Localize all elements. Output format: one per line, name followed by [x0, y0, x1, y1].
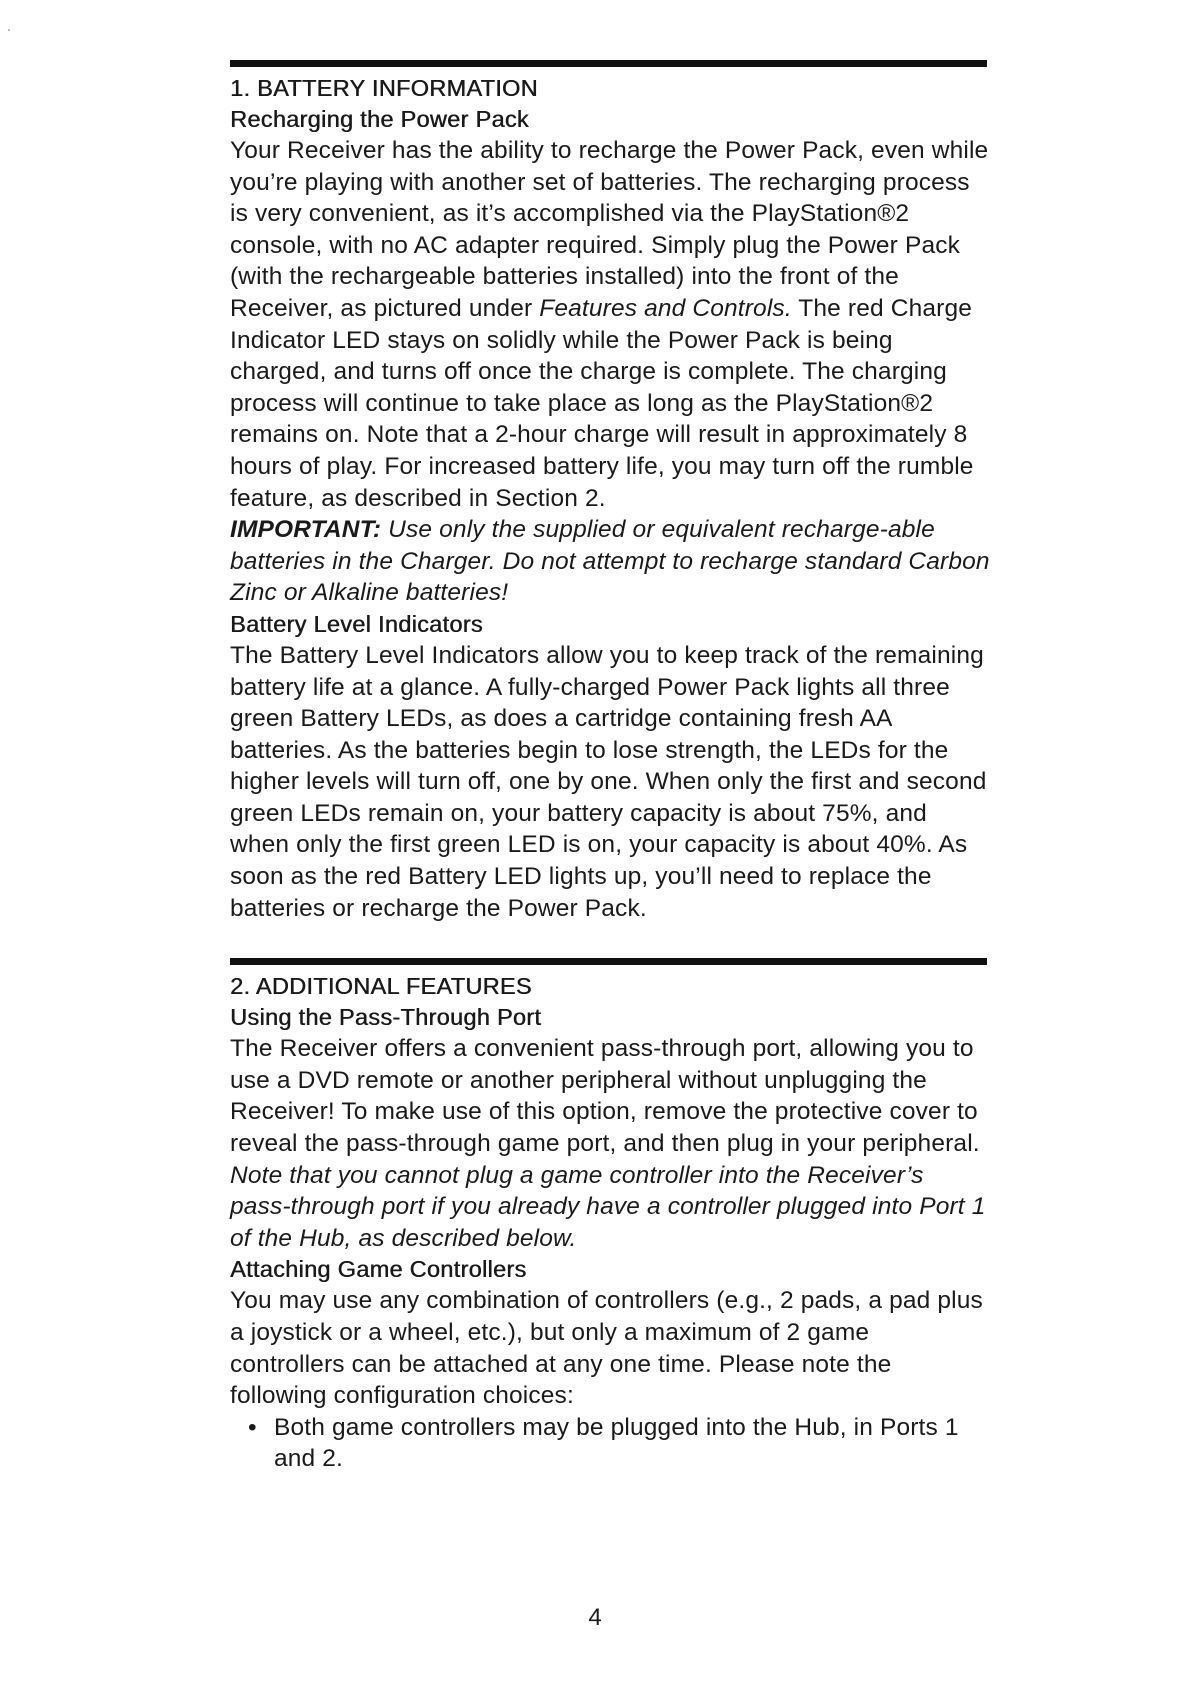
controllers-text: You may use any combination of controllers (e.g., 2 pads, a pad plus a joystick or a wheel, etc.), but only a maximum of 2 game controllers can be attached at any one time. Please note the following configuration choices: — [230, 1287, 983, 1410]
list-item — [230, 1412, 990, 1475]
manual-page — [230, 60, 990, 1475]
recharging-paragraph — [230, 135, 990, 609]
bullet-icon: • — [248, 1413, 257, 1441]
recharging-text-b: The red Charge Indicator LED stays on solidly while the Power Pack is being charged, and turns off once the charge is complete. The charging process will continue to take place as long as the PlayStation®2 remains on. Note that a 2-hour charge will result in approximately 8 hours of play. For increased battery life, you may turn off the rumble feature, as described in Section 2. — [230, 294, 974, 512]
battery-level-text: The Battery Level Indicators allow you to keep track of the remaining battery life at a glance. A fully-charged Power Pack lights all three green Battery LEDs, as does a cartridge containing fresh AA batteries. As the batteries begin to lose strength, the LEDs for the higher levels will turn off, one by one. When only the first and second green LEDs remain on, your battery capacity is about 75%, and when only the first green LED is on, your capacity is about 40%. As soon as the red Battery LED lights up, you’ll need to replace the batteries or recharge the Power Pack. — [230, 641, 987, 922]
section-1-heading: 1. BATTERY INFORMATION — [230, 75, 538, 101]
controllers-heading: Attaching Game Controllers — [230, 1256, 527, 1283]
section-gap — [230, 924, 990, 958]
recharging-heading: Recharging the Power Pack — [230, 106, 529, 132]
battery-level-paragraph — [230, 640, 990, 924]
pass-through-note: Note that you cannot plug a game controller into the Receiver’s pass-through port if you already have a controller plugged into Port 1 of the Hub, as described below. — [230, 1161, 986, 1252]
list-item-text: Both game controllers may be plugged into the Hub, in Ports 1 and 2. — [274, 1413, 959, 1473]
important-label: IMPORTANT: — [230, 516, 382, 544]
scan-speck — [8, 29, 10, 31]
section-divider — [230, 958, 987, 965]
important-text: Use only the supplied or equivalent recharge-able batteries in the Charger. Do not attempt to recharge standard Carbon Zinc or Alkaline batteries! — [230, 516, 990, 607]
recharging-text-a: Your Receiver has the ability to recharge the Power Pack, even while you’re playing with another set of batteries. The recharging process is very convenient, as it’s accomplished via the PlayStation®2 console, with no AC adapter required. Simply plug the Power Pack (with the rechargeable batteries installed) into the front of the Receiver, as pictured under — [230, 137, 989, 322]
battery-level-heading: Battery Level Indicators — [230, 610, 483, 637]
pass-through-paragraph — [230, 1033, 990, 1254]
controllers-paragraph — [230, 1285, 990, 1411]
pass-through-heading: Using the Pass-Through Port — [230, 1004, 542, 1031]
recharging-text-italic: Features and Controls. — [539, 294, 792, 322]
page-number: 4 — [588, 1604, 602, 1631]
section-2-heading: 2. ADDITIONAL FEATURES — [230, 973, 532, 1000]
pass-through-text: The Receiver offers a convenient pass-through port, allowing you to use a DVD remote or another peripheral without unplugging the Receiver! To make use of this option, remove the protective cover to reveal the pass-through game port, and then plug in your peripheral. — [230, 1035, 980, 1158]
important-note — [230, 514, 990, 609]
section-divider — [230, 60, 987, 67]
